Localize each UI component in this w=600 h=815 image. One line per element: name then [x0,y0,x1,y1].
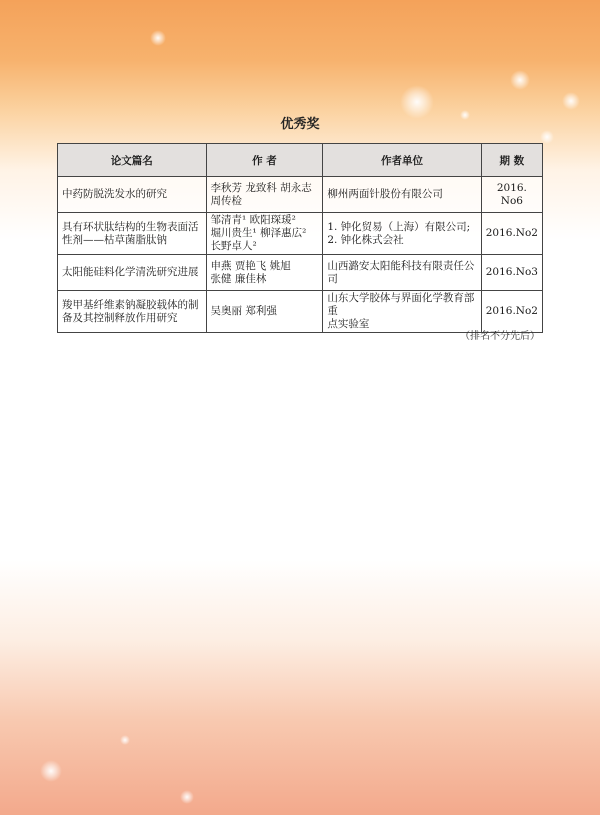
award-table [57,143,543,333]
cell-paper [58,177,207,213]
table-row [58,177,543,213]
cell-affiliation [323,291,481,333]
sparkle-decoration [180,790,194,804]
sparkle-decoration [510,70,530,90]
cell-text: 备及其控制释放作用研究 [62,311,178,324]
cell-text: 周传检 [210,194,243,207]
cell-text: 中药防脱洗发水的研究 [62,188,167,200]
column-header-period: 期 数 [481,144,542,177]
cell-text: 申燕 贾艳飞 姚旭 [210,259,291,272]
column-header-paper: 论文篇名 [58,144,207,177]
cell-text: 羧甲基纤维素钠凝胶载体的制 [62,298,199,311]
cell-paper [58,255,207,291]
cell-affiliation [323,177,481,213]
page-title: 优秀奖 [280,117,320,132]
cell-authors [206,177,323,213]
table-row [58,213,543,255]
cell-period: 2016.No2 [481,213,542,255]
cell-period: 2016.No3 [481,255,542,291]
cell-text: 堀川贵生¹ 柳泽惠広² [210,227,307,239]
cell-text: 2. 钟化株式会社 [327,233,404,246]
table-header-row [58,144,543,177]
cell-text: 太阳能硅料化学清洗研究进展 [62,266,199,278]
cell-text: 邹清青¹ 欧阳琛瑗² [210,214,296,226]
sparkle-decoration [540,130,554,144]
column-header-authors: 作 者 [206,144,323,177]
sparkle-decoration [40,760,62,782]
cell-authors [206,213,323,255]
sparkle-decoration [150,30,166,46]
cell-text: 1. 钟化贸易（上海）有限公司; [327,220,471,233]
cell-authors [206,255,323,291]
cell-period: 2016. No6 [481,177,542,213]
cell-text: 山东大学胶体与界面化学教育部重 [327,292,475,317]
cell-text: 点实验室 [327,318,370,330]
cell-text: 李秋芳 龙致科 胡永志 [210,181,312,194]
column-header-affiliation: 作者单位 [323,144,481,177]
cell-affiliation [323,213,481,255]
cell-text: 长野卓人² [210,240,257,252]
cell-text: 性剂——枯草菌脂肽钠 [62,233,167,246]
cell-text: 张健 廉佳林 [210,272,267,285]
sparkle-decoration [120,735,130,745]
sparkle-decoration [562,92,580,110]
cell-text: 柳州两面针股份有限公司 [327,188,443,200]
cell-paper [58,291,207,333]
table-row [58,255,543,291]
cell-affiliation [323,255,481,291]
cell-authors [206,291,323,333]
cell-text: 吴奥丽 郑利强 [210,305,277,317]
ranking-note: （排名不分先后） [460,331,540,342]
cell-text: 具有环状肽结构的生物表面活 [62,220,199,233]
cell-paper [58,213,207,255]
cell-text: 山西潞安太阳能科技有限责任公司 [327,259,475,285]
cell-period: 2016.No2 [481,291,542,333]
